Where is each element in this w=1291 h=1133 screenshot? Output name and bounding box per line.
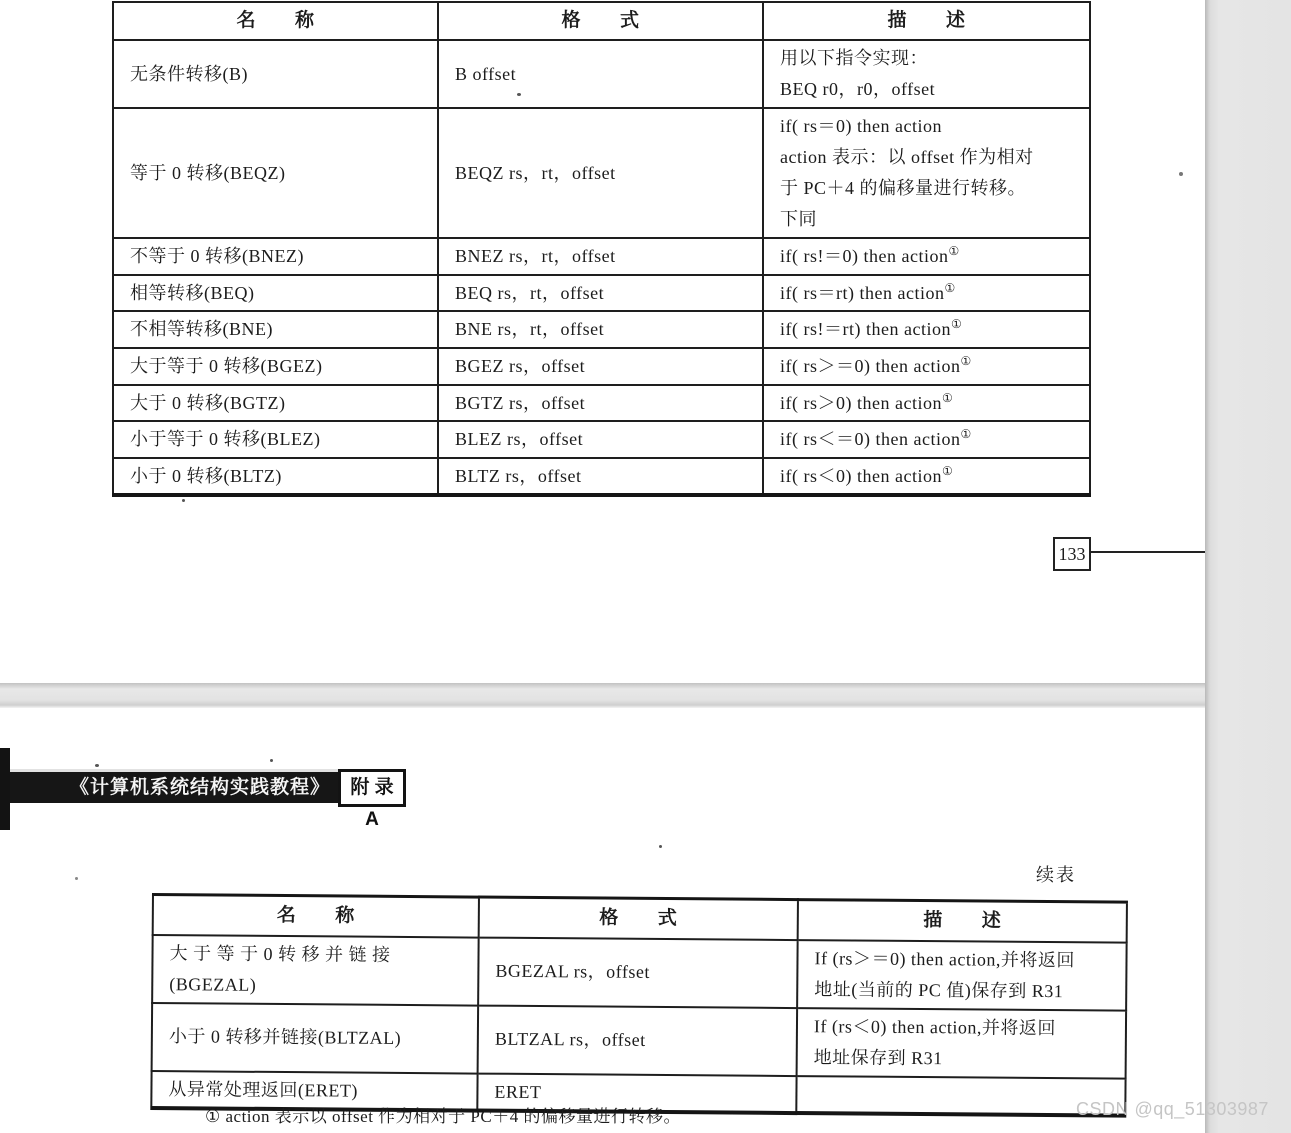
cell-format: B offset bbox=[438, 40, 763, 108]
desc-line: 地址保存到 R31 bbox=[813, 1046, 943, 1068]
desc-text: if( rs!＝rt) then action bbox=[780, 319, 951, 340]
table-footnote: ① action 表示以 offset 作为相对于 PC＋4 的偏移量进行转移。 bbox=[205, 1107, 681, 1126]
cell-format: BEQZ rs，rt，offset bbox=[438, 108, 763, 238]
footnote-marker: ① bbox=[960, 354, 972, 369]
cell-name bbox=[152, 935, 479, 1006]
scan-speck bbox=[1179, 172, 1183, 176]
desc-text: if( rs＝rt) then action bbox=[780, 282, 945, 303]
cell-format: BGTZ rs，offset bbox=[438, 385, 763, 422]
name-line: (BGEZAL) bbox=[169, 973, 257, 995]
table-row bbox=[152, 1003, 1127, 1079]
table-row bbox=[113, 108, 1090, 238]
cell-desc bbox=[763, 40, 1090, 108]
table-row bbox=[113, 385, 1090, 422]
desc-text: if( rs!＝0) then action bbox=[780, 246, 949, 267]
desc-line: BEQ r0，r0，offset bbox=[780, 79, 936, 100]
desc-text: if( rs＜＝0) then action bbox=[780, 429, 961, 450]
col-header-format: 格 式 bbox=[438, 2, 763, 40]
scan-speck bbox=[659, 845, 662, 848]
scan-speck bbox=[517, 93, 521, 96]
col-header-desc: 描 述 bbox=[798, 900, 1127, 943]
table-header-row bbox=[113, 2, 1090, 40]
desc-text: if( rs＜0) then action bbox=[780, 465, 942, 486]
desc-line: 地址(当前的 PC 值)保存到 R31 bbox=[814, 978, 1064, 1001]
footnote-marker: ① bbox=[941, 463, 954, 478]
branch-instructions-table-continued bbox=[150, 893, 1128, 1118]
cell-format: BGEZAL rs，offset bbox=[478, 937, 798, 1008]
table-row bbox=[113, 275, 1090, 312]
cell-format: BEQ rs，rt，offset bbox=[438, 275, 763, 312]
cell-desc bbox=[763, 108, 1090, 238]
cell-desc bbox=[763, 238, 1090, 275]
cell-format: ERET bbox=[477, 1073, 796, 1113]
col-header-desc: 描 述 bbox=[763, 2, 1090, 40]
col-header-name: 名 称 bbox=[153, 895, 479, 938]
page-separator-band bbox=[0, 683, 1205, 708]
page-number-leader-line bbox=[1091, 551, 1205, 553]
desc-line: action 表示：以 offset 作为相对 bbox=[780, 147, 1034, 168]
cell-desc bbox=[763, 458, 1090, 496]
desc-line: 于 PC＋4 的偏移量进行转移。 bbox=[780, 178, 1027, 199]
book-title-bar: 《计算机系统结构实践教程》 bbox=[10, 772, 338, 803]
cell-desc bbox=[763, 421, 1090, 458]
cell-name: 无条件转移(B) bbox=[113, 40, 438, 108]
cell-desc bbox=[763, 275, 1090, 312]
cell-name: 小于 0 转移(BLTZ) bbox=[113, 458, 438, 496]
continued-table-label: 续表 bbox=[1036, 865, 1076, 885]
cell-desc bbox=[763, 311, 1090, 348]
name-line: 大 于 等 于 0 转 移 并 链 接 bbox=[169, 942, 391, 965]
col-header-name: 名 称 bbox=[113, 2, 438, 40]
appendix-label-box: 附 录 A bbox=[338, 769, 406, 807]
col-header-format: 格 式 bbox=[479, 897, 798, 940]
desc-line: 用以下指令实现： bbox=[780, 48, 928, 69]
scan-speck bbox=[182, 499, 185, 502]
cell-name: 不相等转移(BNE) bbox=[113, 311, 438, 348]
cell-format: BNE rs，rt，offset bbox=[438, 311, 763, 348]
csdn-watermark: CSDN @qq_51303987 bbox=[1076, 1099, 1269, 1119]
desc-line: if( rs＝0) then action bbox=[780, 116, 942, 137]
desc-line: If (rs＞＝0) then action,并将返回 bbox=[814, 947, 1076, 970]
cell-format: BNEZ rs，rt，offset bbox=[438, 238, 763, 275]
cell-name: 大于等于 0 转移(BGEZ) bbox=[113, 348, 438, 385]
cell-desc bbox=[763, 348, 1090, 385]
cell-format: BLEZ rs，offset bbox=[438, 421, 763, 458]
footnote-marker: ① bbox=[950, 317, 963, 332]
table-row bbox=[113, 311, 1090, 348]
table-row bbox=[113, 458, 1090, 496]
table-row bbox=[113, 421, 1090, 458]
cell-name: 从异常处理返回(ERET) bbox=[151, 1071, 477, 1111]
scan-right-margin bbox=[1205, 0, 1291, 1133]
table-row bbox=[113, 348, 1090, 385]
cell-name: 不等于 0 转移(BNEZ) bbox=[113, 238, 438, 275]
scan-speck bbox=[95, 764, 99, 767]
page-edge-ink-block bbox=[0, 748, 10, 830]
footnote-marker: ① bbox=[941, 390, 954, 405]
footnote-marker: ① bbox=[948, 244, 960, 259]
scan-speck bbox=[75, 877, 78, 880]
cell-desc bbox=[797, 940, 1127, 1011]
cell-name: 小于等于 0 转移(BLEZ) bbox=[113, 421, 438, 458]
desc-line: If (rs＜0) then action,并将返回 bbox=[813, 1015, 1057, 1038]
cell-format: BLTZ rs，offset bbox=[438, 458, 763, 496]
footnote-marker: ① bbox=[944, 280, 956, 295]
cell-name: 大于 0 转移(BGTZ) bbox=[113, 385, 438, 422]
cell-format: BGEZ rs，offset bbox=[438, 348, 763, 385]
table-row bbox=[152, 935, 1127, 1011]
desc-line: 下同 bbox=[780, 209, 817, 230]
table-row bbox=[113, 40, 1090, 108]
cell-name: 相等转移(BEQ) bbox=[113, 275, 438, 312]
footnote-marker: ① bbox=[960, 427, 972, 442]
cell-desc bbox=[763, 385, 1090, 422]
cell-desc bbox=[797, 1008, 1127, 1079]
cell-format: BLTZAL rs，offset bbox=[478, 1005, 798, 1076]
branch-instructions-table bbox=[112, 1, 1091, 497]
page-number-box: 133 bbox=[1053, 537, 1091, 571]
cell-name: 等于 0 转移(BEQZ) bbox=[113, 108, 438, 238]
table-row bbox=[113, 238, 1090, 275]
desc-text: if( rs＞＝0) then action bbox=[780, 356, 961, 377]
desc-text: if( rs＞0) then action bbox=[780, 392, 942, 413]
scan-speck bbox=[270, 759, 273, 762]
cell-name: 小于 0 转移并链接(BLTZAL) bbox=[152, 1003, 479, 1074]
